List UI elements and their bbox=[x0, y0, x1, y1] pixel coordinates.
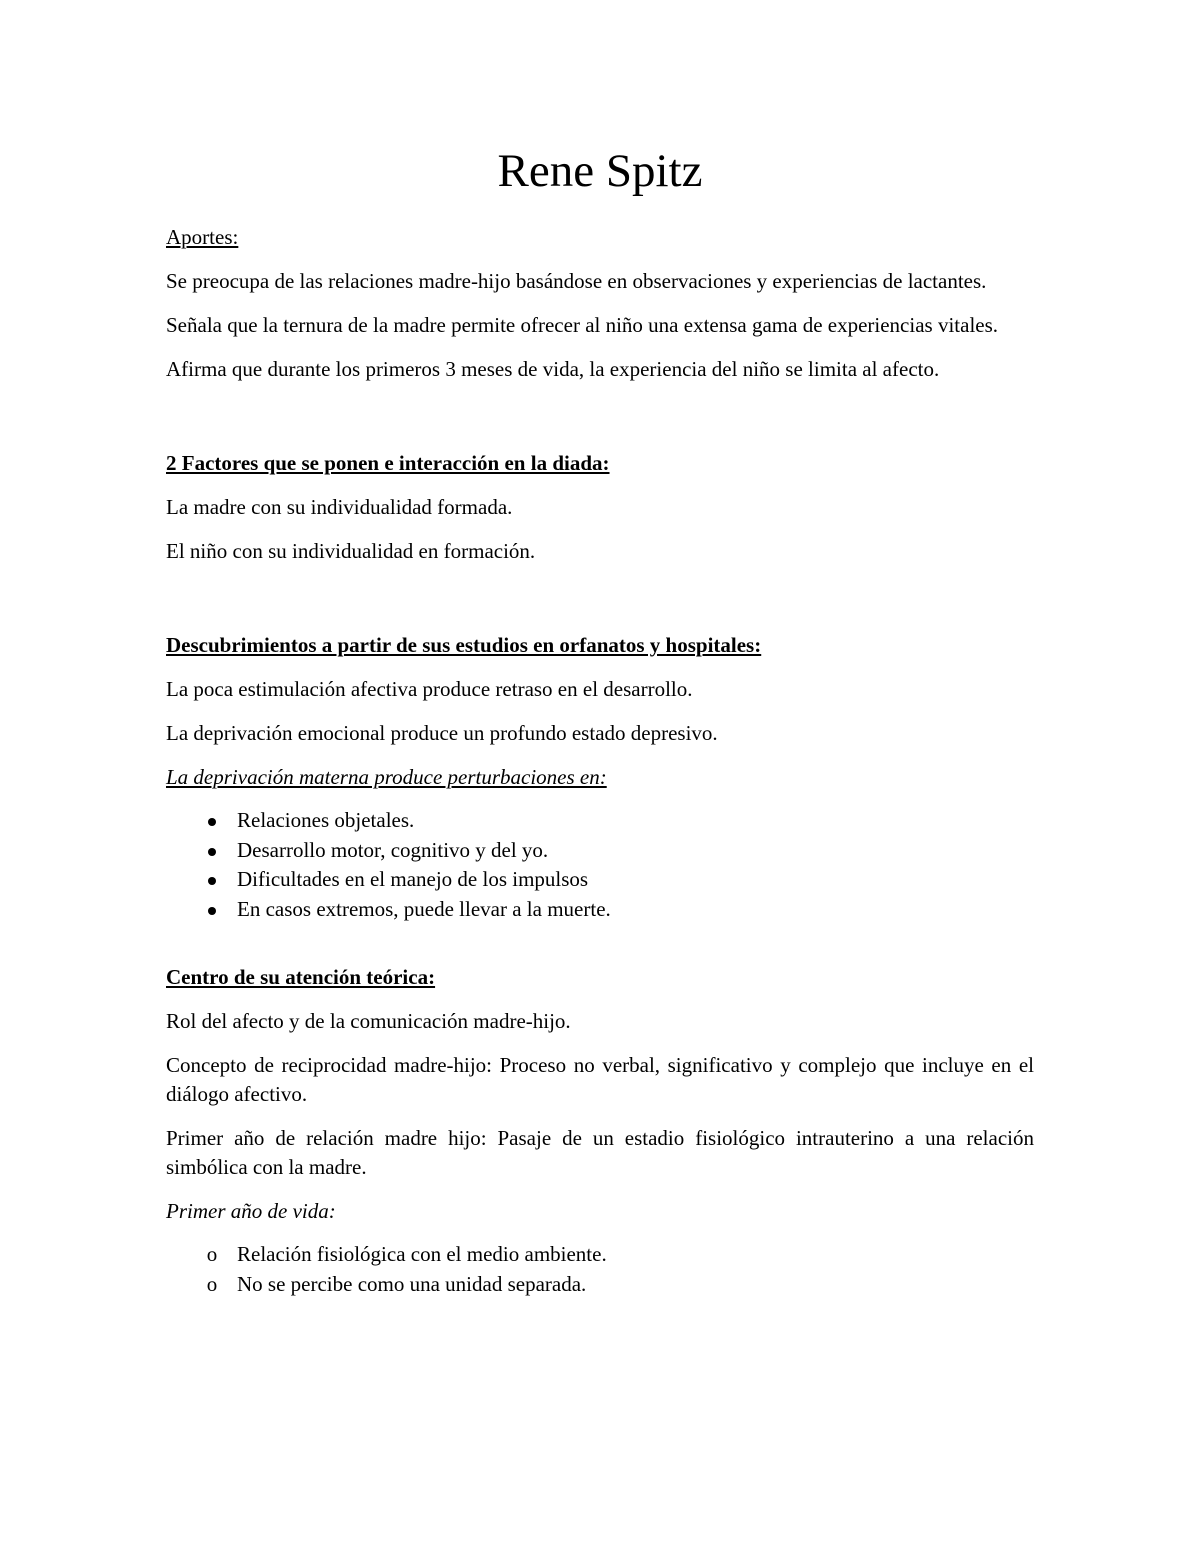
circle-bullet-icon: o bbox=[206, 1271, 218, 1296]
document-page bbox=[166, 0, 1034, 1299]
section-heading-centro-atencion: Centro de su atención teórica: bbox=[166, 965, 436, 989]
paragraph: La madre con su individualidad formada. bbox=[166, 495, 513, 519]
subheading-deprivacion: La deprivación materna produce perturbaciones en: bbox=[166, 765, 607, 789]
paragraph: Se preocupa de las relaciones madre-hijo basándose en observaciones y experiencias de lactantes. bbox=[166, 269, 987, 293]
document-title: Rene Spitz bbox=[497, 145, 703, 197]
paragraph: Concepto de reciprocidad madre-hijo: Proceso no verbal, significativo y complejo que incluye en el diálogo afectivo. bbox=[166, 1053, 1034, 1106]
list-item: Dificultades en el manejo de los impulsos bbox=[166, 865, 1034, 895]
section-aportes bbox=[166, 222, 1034, 384]
paragraph: El niño con su individualidad en formación. bbox=[166, 539, 536, 563]
circle-list-primer-anio bbox=[166, 1240, 1034, 1299]
bullet-icon bbox=[202, 895, 222, 925]
circle-bullet-icon: o bbox=[206, 1242, 218, 1266]
section-descubrimientos bbox=[166, 630, 1034, 924]
section-heading-descubrimientos: Descubrimientos a partir de sus estudios en orfanatos y hospitales: bbox=[166, 633, 762, 657]
paragraph: Afirma que durante los primeros 3 meses de vida, la experiencia del niño se limita al afecto. bbox=[166, 357, 940, 381]
section-heading-aportes: Aportes: bbox=[166, 225, 239, 249]
bullet-icon bbox=[202, 865, 222, 895]
list-item: Relaciones objetales. bbox=[166, 806, 1034, 836]
subheading-primer-anio: Primer año de vida: bbox=[166, 1199, 336, 1223]
bullet-icon bbox=[202, 836, 222, 866]
paragraph: Señala que la ternura de la madre permite ofrecer al niño una extensa gama de experiencias vitales. bbox=[166, 313, 999, 337]
bullet-icon bbox=[202, 806, 222, 836]
list-item: Desarrollo motor, cognitivo y del yo. bbox=[166, 836, 1034, 866]
paragraph: Rol del afecto y de la comunicación madre-hijo. bbox=[166, 1009, 571, 1033]
section-factores bbox=[166, 448, 1034, 566]
list-item: En casos extremos, puede llevar a la muerte. bbox=[166, 895, 1034, 925]
list-item: o No se percibe como una unidad separada. bbox=[166, 1270, 1034, 1300]
section-centro-atencion bbox=[166, 962, 1034, 1299]
list-item: o Relación fisiológica con el medio ambiente. bbox=[166, 1240, 1034, 1270]
paragraph: La poca estimulación afectiva produce retraso en el desarrollo. bbox=[166, 677, 693, 701]
section-heading-factores: 2 Factores que se ponen e interacción en la diada: bbox=[166, 451, 610, 475]
paragraph: La deprivación emocional produce un profundo estado depresivo. bbox=[166, 721, 718, 745]
paragraph: Primer año de relación madre hijo: Pasaje de un estadio fisiológico intrauterino a una relación simbólica con la madre. bbox=[166, 1126, 1034, 1179]
bullet-list-perturbaciones bbox=[166, 806, 1034, 924]
